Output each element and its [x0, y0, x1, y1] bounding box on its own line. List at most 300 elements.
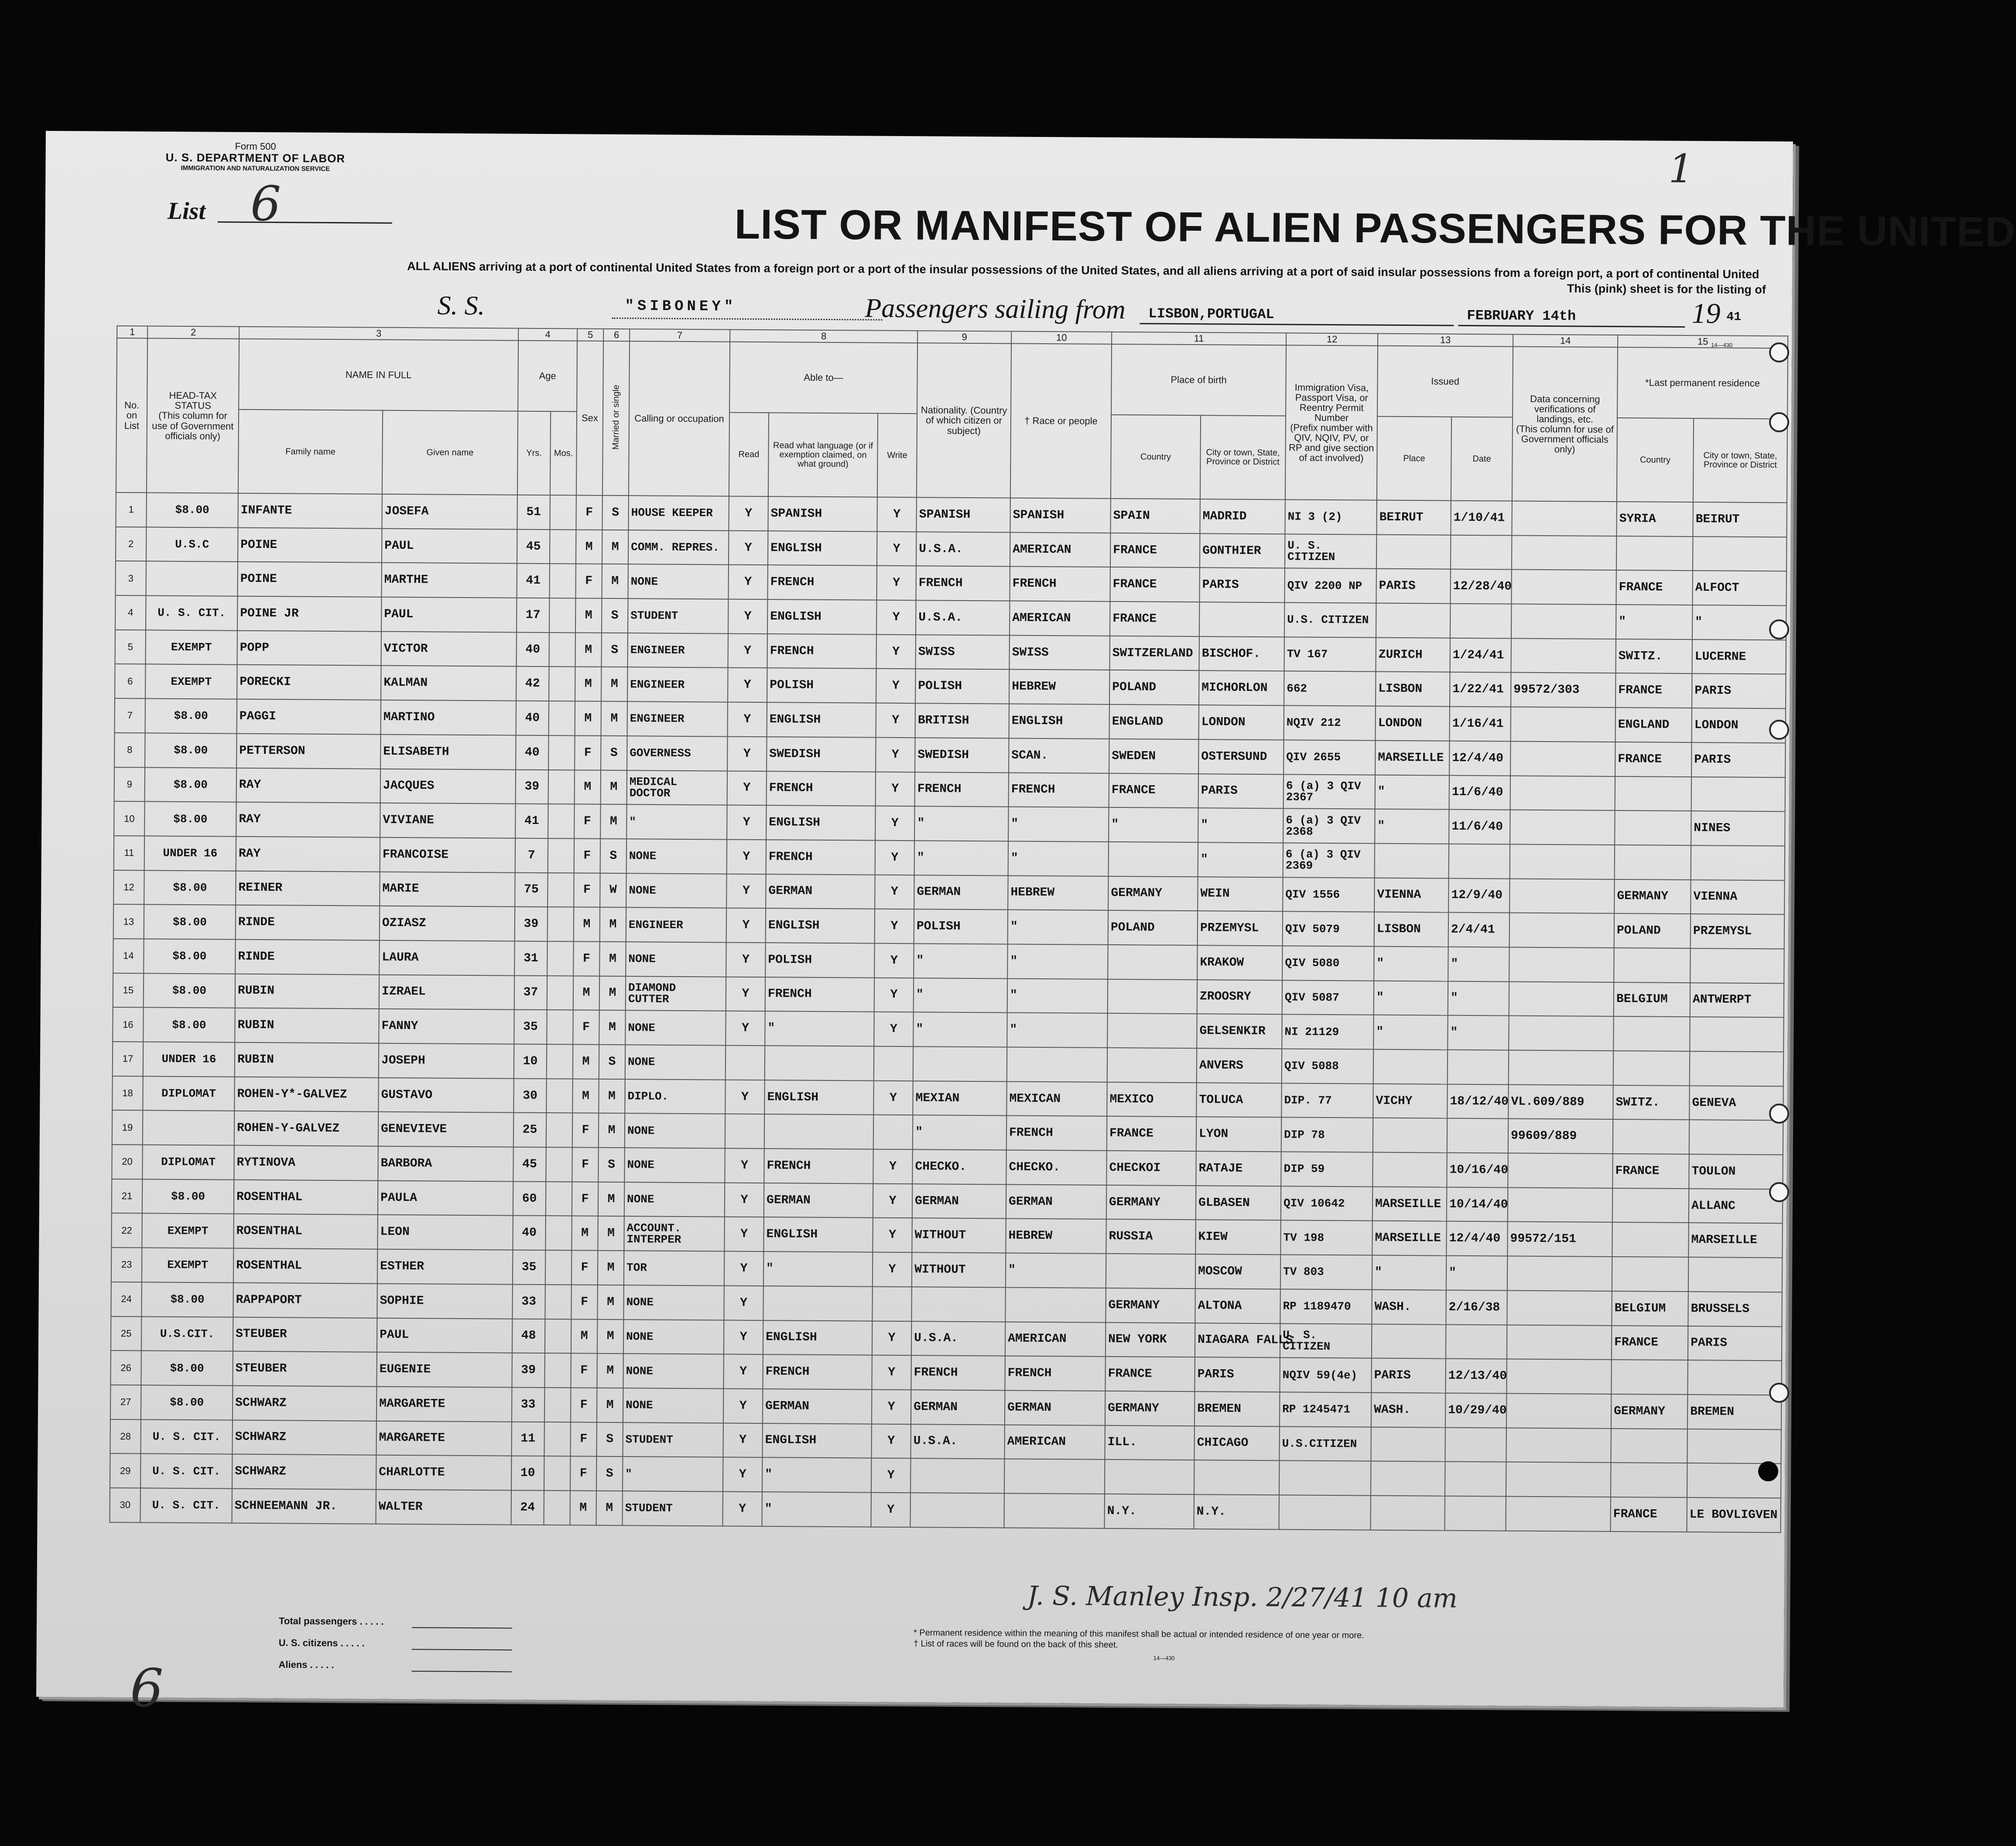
cell-nat: BRITISH [915, 703, 1009, 738]
cell-verif [1506, 1393, 1611, 1428]
cell-iplace [1371, 1427, 1445, 1462]
cell-yrs: 7 [515, 838, 548, 872]
cell-verif [1508, 1153, 1612, 1188]
cell-mos [544, 1422, 570, 1456]
cell-given: WALTER [376, 1490, 511, 1525]
cell-tax: DIPLOMAT [142, 1145, 234, 1179]
cell-occ: " [626, 804, 727, 839]
cell-read: Y [725, 1080, 764, 1114]
header-able-to: Able to— [729, 342, 917, 414]
cell-read: Y [729, 530, 768, 565]
cell-lang: SWEDISH [767, 737, 876, 772]
cell-read: Y [723, 1457, 762, 1492]
cell-nat: " [913, 1012, 1007, 1047]
cell-no: 30 [110, 1488, 140, 1522]
cell-given: JACQUES [380, 769, 516, 804]
cell-family: STEUBER [233, 1317, 377, 1352]
cell-bcountry [1109, 842, 1198, 877]
cell-lang: ENGLISH [768, 531, 877, 566]
cell-visa: QIV 2200 NP [1284, 568, 1376, 603]
header-birth-country: Country [1111, 415, 1201, 499]
cell-family: POINE [238, 527, 382, 563]
cell-rcity: BREMEN [1687, 1395, 1781, 1429]
cell-lang: SPANISH [768, 496, 877, 531]
cell-rcountry: FRANCE [1612, 1154, 1689, 1189]
cell-write: Y [877, 497, 916, 532]
cell-rcity: ALFOCT [1692, 571, 1786, 605]
cell-rcountry: BELGIUM [1614, 982, 1690, 1017]
cell-verif [1509, 1016, 1613, 1051]
cell-given: SOPHIE [377, 1284, 512, 1319]
cell-idate: 11/6/40 [1449, 775, 1510, 810]
cell-ms: S [602, 598, 628, 633]
cell-race: HEBREW [1006, 1219, 1106, 1254]
cell-verif [1509, 879, 1614, 913]
cell-occ: HOUSE KEEPER [628, 496, 729, 530]
aliens-label: Aliens . . . . . [278, 1659, 334, 1671]
cell-ms: S [596, 1456, 623, 1491]
cell-verif [1510, 810, 1615, 845]
cell-idate: 2/16/38 [1446, 1290, 1507, 1325]
cell-visa [1279, 1461, 1371, 1496]
inspector-signature: J. S. Manley Insp. 2/27/41 10 am [1027, 1580, 1458, 1614]
cell-rcity [1693, 537, 1787, 571]
cell-rcity [1687, 1360, 1781, 1395]
cell-sex: F [574, 838, 600, 873]
cell-no: 17 [113, 1042, 143, 1076]
cell-verif [1510, 844, 1615, 879]
cell-rcity: " [1692, 605, 1786, 640]
footer-cell [109, 1522, 1780, 1616]
bottom-page-number: 6 [130, 1658, 164, 1719]
cell-rcountry [1611, 1463, 1687, 1497]
colnum: 10 [1011, 332, 1112, 344]
cell-yrs: 39 [512, 1353, 544, 1388]
binder-hole-1 [1769, 342, 1789, 362]
cell-bcountry: FRANCE [1110, 602, 1199, 636]
cell-family: ROSENTHAL [233, 1248, 377, 1284]
cell-write [872, 1286, 911, 1321]
cell-sex: M [573, 976, 599, 1010]
cell-rcity [1690, 1051, 1783, 1086]
cell-lang: ENGLISH [763, 1217, 873, 1252]
cell-verif [1506, 1428, 1611, 1463]
cell-write: Y [874, 1012, 913, 1046]
cell-mos [547, 941, 573, 976]
cell-no: 24 [111, 1282, 141, 1316]
cell-rcountry [1614, 948, 1690, 983]
cell-family: PETTERSON [236, 734, 380, 769]
cell-idate: 10/14/40 [1447, 1187, 1508, 1222]
cell-verif: 99572/151 [1507, 1222, 1612, 1257]
cell-occ: STUDENT [622, 1491, 722, 1526]
cell-rcity [1687, 1429, 1781, 1464]
cell-lang: ENGLISH [767, 702, 876, 737]
cell-lang: ENGLISH [766, 805, 875, 840]
cell-race: AMERICAN [1010, 601, 1110, 636]
cell-visa: NQIV 59(4e) [1280, 1358, 1371, 1393]
ss-label: S. S. [437, 291, 485, 321]
cell-yrs: 35 [513, 1250, 545, 1285]
cell-bcountry: GERMANY [1105, 1391, 1195, 1426]
cell-rcity: BRUSSELS [1688, 1292, 1782, 1326]
cell-bcountry [1105, 1460, 1194, 1494]
cell-bcountry [1108, 945, 1197, 980]
cell-no: 9 [114, 767, 145, 801]
cell-occ: ACCOUNT. INTERPER [624, 1217, 724, 1251]
cell-idate: 1/22/41 [1450, 672, 1511, 707]
cell-occ: DIAMOND CUTTER [626, 976, 726, 1011]
cell-read: Y [727, 771, 767, 805]
binder-hole-6 [1769, 1182, 1789, 1202]
cell-sex: M [575, 598, 602, 633]
cell-nat: POLISH [914, 909, 1008, 944]
cell-ms: M [598, 1182, 624, 1217]
cell-idate: 2/4/41 [1448, 913, 1509, 947]
cell-tax: $8.00 [145, 699, 237, 734]
cell-verif [1509, 1050, 1613, 1085]
cell-verif [1507, 1256, 1612, 1291]
cell-rcountry [1613, 1051, 1690, 1086]
cell-given: OZIASZ [380, 906, 515, 941]
header-mos: Mos. [550, 411, 577, 495]
cell-yrs: 39 [515, 907, 548, 941]
cell-family: POINE [237, 562, 381, 597]
header-age: Age [518, 341, 577, 412]
cell-read: Y [725, 1183, 764, 1217]
cell-nat: " [913, 1115, 1006, 1150]
cell-ms: M [598, 1251, 624, 1285]
cell-race: SPANISH [1010, 498, 1110, 533]
cell-yrs: 31 [514, 941, 547, 976]
cell-no: 26 [110, 1350, 141, 1385]
cell-rcountry [1616, 536, 1693, 571]
cell-lang: ENGLISH [766, 908, 875, 943]
cell-given: JOSEFA [382, 494, 517, 530]
cell-family: SCHNEEMANN JR. [232, 1489, 376, 1524]
cell-lang: ENGLISH [763, 1320, 872, 1355]
cell-mos [545, 1319, 571, 1354]
header-write: Write [877, 414, 917, 498]
cell-write: Y [876, 600, 916, 635]
cell-race [1005, 1287, 1106, 1322]
cell-bcity: MOSCOW [1195, 1254, 1280, 1289]
cell-idate: 1/24/41 [1450, 638, 1511, 673]
cell-rcountry: SYRIA [1616, 502, 1693, 537]
colnum: 4 [518, 328, 577, 341]
cell-nat: " [914, 944, 1007, 978]
header-issued-date: Date [1451, 417, 1513, 501]
cell-visa: QIV 5088 [1282, 1049, 1373, 1084]
cell-visa: QIV 1556 [1283, 877, 1374, 912]
cell-yrs: 75 [515, 872, 548, 907]
cell-ms: S [599, 1045, 625, 1079]
cell-tax: $8.00 [144, 802, 236, 837]
cell-bcountry: GERMANY [1108, 876, 1198, 911]
cell-idate: " [1448, 947, 1509, 982]
cell-idate: 11/6/40 [1449, 810, 1510, 844]
cell-nat: MEXIAN [913, 1081, 1006, 1116]
cell-mos [548, 804, 574, 838]
cell-family: STEUBER [233, 1351, 377, 1387]
cell-bcountry: SWEDEN [1109, 739, 1198, 774]
cell-occ: COMM. REPRES. [628, 530, 729, 565]
cell-sex: M [576, 530, 602, 564]
cell-tax: EXEMPT [142, 1214, 233, 1248]
header-calling: Calling or occupation [629, 341, 730, 496]
cell-rcity: MARSEILLE [1688, 1223, 1782, 1258]
cell-given: MARGARETE [377, 1387, 512, 1422]
department-name: U. S. DEPARTMENT OF LABOR [165, 150, 346, 165]
cell-given: PAUL [377, 1318, 512, 1353]
cell-occ: NONE [623, 1354, 723, 1388]
cell-rcity [1688, 1257, 1782, 1292]
cell-rcity [1691, 777, 1785, 812]
cell-lang: " [765, 1011, 874, 1046]
cell-iplace [1373, 1152, 1447, 1187]
cell-idate: " [1448, 981, 1509, 1016]
cell-ms: M [598, 1216, 624, 1251]
cell-mos [549, 564, 575, 598]
cell-rcountry: GERMANY [1611, 1394, 1687, 1429]
header-head-tax-note: (This column for use of Government officials only) [152, 410, 234, 442]
cell-sex: F [576, 495, 602, 530]
cell-idate: 1/16/41 [1450, 707, 1511, 742]
cell-read [725, 1114, 764, 1149]
cell-no: 22 [111, 1213, 142, 1248]
cell-iplace [1370, 1496, 1444, 1531]
cell-rcountry: GERMANY [1614, 879, 1691, 914]
cell-ms: M [599, 976, 626, 1010]
cell-ms: M [597, 1285, 623, 1320]
cell-mos [549, 598, 575, 632]
cell-race: " [1007, 1013, 1107, 1048]
cell-occ: NONE [626, 942, 726, 977]
cell-bcity: ALTONA [1195, 1289, 1280, 1323]
cell-mos [549, 632, 575, 667]
cell-race: SWISS [1010, 635, 1110, 670]
cell-ms: M [600, 804, 626, 839]
cell-ms: M [597, 1319, 623, 1354]
cell-ms: M [597, 1354, 623, 1388]
cell-rcountry: FRANCE [1616, 570, 1692, 605]
cell-bcity: GLBASEN [1196, 1186, 1281, 1220]
cell-bcity: NIAGARA FALLS [1195, 1323, 1280, 1358]
colnum: 2 [147, 326, 239, 338]
cell-bcity: PARIS [1195, 1357, 1280, 1392]
cell-bcity [1199, 602, 1284, 637]
cell-nat: GERMAN [911, 1390, 1005, 1425]
colnum: 7 [630, 329, 730, 342]
cell-write: Y [873, 1252, 912, 1287]
cell-nat: SWISS [916, 635, 1010, 670]
cell-given: FRANCOISE [380, 838, 515, 873]
cell-bcountry: FRANCE [1110, 533, 1200, 568]
cell-lang: FRENCH [767, 565, 876, 600]
cell-bcity: GONTHIER [1200, 533, 1285, 568]
cell-family: RAY [236, 837, 380, 872]
cell-no: 20 [112, 1145, 142, 1179]
cell-nat: " [914, 806, 1008, 841]
cell-rcountry [1615, 776, 1691, 811]
cell-no: 23 [111, 1248, 142, 1282]
colnum: 11 [1112, 332, 1286, 345]
cell-iplace [1373, 1118, 1447, 1153]
header-residence-city: City or town, State, Province or District [1693, 418, 1787, 503]
cell-bcity: PRZEMYSL [1198, 911, 1283, 946]
cell-write: Y [871, 1493, 910, 1528]
cell-family: POPP [237, 630, 381, 666]
cell-nat: WITHOUT [912, 1252, 1006, 1287]
form-code: 14—430 [1711, 342, 1733, 349]
cell-yrs: 25 [513, 1113, 546, 1147]
cell-iplace [1376, 534, 1451, 569]
cell-tax: U.S.C [146, 527, 238, 562]
cell-yrs: 40 [516, 701, 549, 735]
cell-no: 6 [115, 664, 145, 698]
header-given-name: Given name [382, 410, 518, 495]
cell-ms: M [602, 564, 628, 598]
cell-read: Y [724, 1320, 763, 1354]
cell-no: 2 [116, 527, 146, 561]
cell-sex: F [572, 1182, 598, 1216]
cell-read: Y [726, 874, 766, 908]
header-family-name: Family name [238, 410, 383, 494]
list-label: List [167, 197, 206, 225]
cell-read: Y [727, 736, 767, 771]
cell-verif: VL.609/889 [1508, 1084, 1613, 1119]
cell-iplace [1375, 844, 1449, 879]
cell-occ: NONE [625, 1045, 726, 1080]
cell-idate: 12/4/40 [1449, 741, 1510, 776]
cell-visa: QIV 10642 [1281, 1186, 1373, 1221]
cell-rcity: PARIS [1692, 674, 1786, 709]
cell-iplace [1372, 1324, 1446, 1359]
cell-mos [548, 873, 574, 907]
cell-mos [546, 1182, 572, 1216]
cell-idate [1445, 1427, 1506, 1462]
cell-rcity: LUCERNE [1692, 639, 1786, 674]
colnum: 15 [1618, 335, 1788, 348]
cell-bcity: N.Y. [1194, 1494, 1279, 1529]
cell-given: GUSTAVO [378, 1077, 513, 1113]
cell-write: Y [876, 669, 915, 703]
cell-verif [1511, 604, 1616, 639]
cell-write: Y [877, 531, 916, 566]
cell-bcity: OSTERSUND [1198, 739, 1284, 774]
cell-write: Y [874, 944, 914, 978]
cell-occ: STUDENT [623, 1422, 723, 1457]
cell-idate: " [1446, 1256, 1507, 1291]
cell-sex: M [575, 701, 601, 736]
binder-hole-4 [1769, 720, 1789, 740]
cell-nat: FRENCH [915, 772, 1009, 807]
cell-write: Y [876, 737, 915, 772]
form-heading [165, 140, 345, 173]
cell-idate: 1/10/41 [1451, 501, 1512, 536]
cell-occ: " [623, 1456, 723, 1491]
cell-verif [1510, 741, 1615, 776]
cell-read: Y [727, 839, 766, 874]
cell-visa: NI 21129 [1282, 1015, 1373, 1049]
cell-rcity: ALLANC [1689, 1189, 1783, 1224]
cell-mos [548, 838, 574, 873]
cell-visa: 6 (a) 3 QIV 2367 [1284, 774, 1375, 809]
cell-visa: RP 1189470 [1280, 1289, 1372, 1324]
cell-lang: FRENCH [767, 771, 876, 806]
cell-read: Y [726, 1011, 765, 1046]
cell-iplace: ZURICH [1376, 637, 1450, 672]
cell-yrs: 40 [517, 632, 549, 667]
header-verification [1512, 347, 1618, 502]
cell-visa: U.S.CITIZEN [1279, 1426, 1371, 1461]
year-prefix: 19 [1691, 297, 1721, 330]
footnote-races: † List of races will be found on the back of this sheet. [913, 1639, 1119, 1650]
cell-tax: U. S. CIT. [146, 595, 237, 630]
cell-no: 21 [112, 1179, 142, 1214]
cell-verif [1512, 535, 1616, 570]
cell-race: HEBREW [1008, 875, 1108, 910]
cell-occ: NONE [623, 1285, 724, 1320]
cell-race: AMERICAN [1010, 532, 1110, 567]
cell-bcity: " [1198, 842, 1283, 877]
cell-visa: QIV 2655 [1284, 740, 1375, 775]
cell-write: Y [875, 875, 914, 909]
cell-ms: S [596, 1422, 623, 1456]
cell-read: Y [723, 1388, 763, 1423]
cell-yrs: 17 [517, 598, 549, 632]
cell-bcity: BISCHOF. [1199, 636, 1284, 671]
cell-given: ELISABETH [380, 735, 516, 770]
port-line [1140, 323, 1454, 326]
manifest-subtitle-line2: This (pink) sheet is for the listing of [1567, 282, 1766, 297]
cell-ms: S [600, 839, 626, 873]
cell-mos [544, 1388, 571, 1422]
cell-iplace: " [1374, 981, 1448, 1015]
cell-rcity [1690, 948, 1784, 983]
cell-family: RAY [236, 768, 380, 803]
cell-tax: $8.00 [146, 492, 238, 527]
ship-name-line [612, 318, 882, 321]
cell-occ: NONE [625, 1010, 726, 1045]
cell-idate: 10/29/40 [1445, 1393, 1506, 1428]
colnum: 9 [917, 331, 1011, 343]
cell-race [1007, 1047, 1107, 1082]
cell-family: REINER [236, 871, 380, 906]
cell-rcountry: ENGLAND [1616, 708, 1692, 742]
cell-visa: TV 198 [1280, 1220, 1372, 1255]
cell-write [874, 1046, 913, 1081]
colnum: 3 [239, 327, 518, 341]
cell-bcity: MADRID [1200, 499, 1285, 534]
cell-sex: F [575, 735, 601, 770]
cell-mos [544, 1456, 570, 1490]
total-passengers-label: Total passengers . . . . . [279, 1615, 384, 1627]
cell-ms: W [600, 873, 626, 907]
us-citizens-line [412, 1649, 512, 1650]
passenger-rows [110, 492, 1787, 1532]
cell-given: PAULA [378, 1180, 513, 1216]
cell-visa: QIV 5079 [1283, 912, 1374, 947]
header-married-or-single-label: Married or single [611, 385, 621, 450]
cell-given: VIVIANE [380, 803, 515, 838]
cell-family: RYTINOVA [234, 1145, 378, 1181]
cell-occ: ENGINEER [628, 633, 728, 668]
cell-tax: U.S.CIT. [141, 1316, 233, 1351]
cell-iplace: WASH. [1371, 1392, 1445, 1427]
cell-nat [911, 1287, 1005, 1322]
cell-race: MEXICAN [1006, 1081, 1107, 1116]
